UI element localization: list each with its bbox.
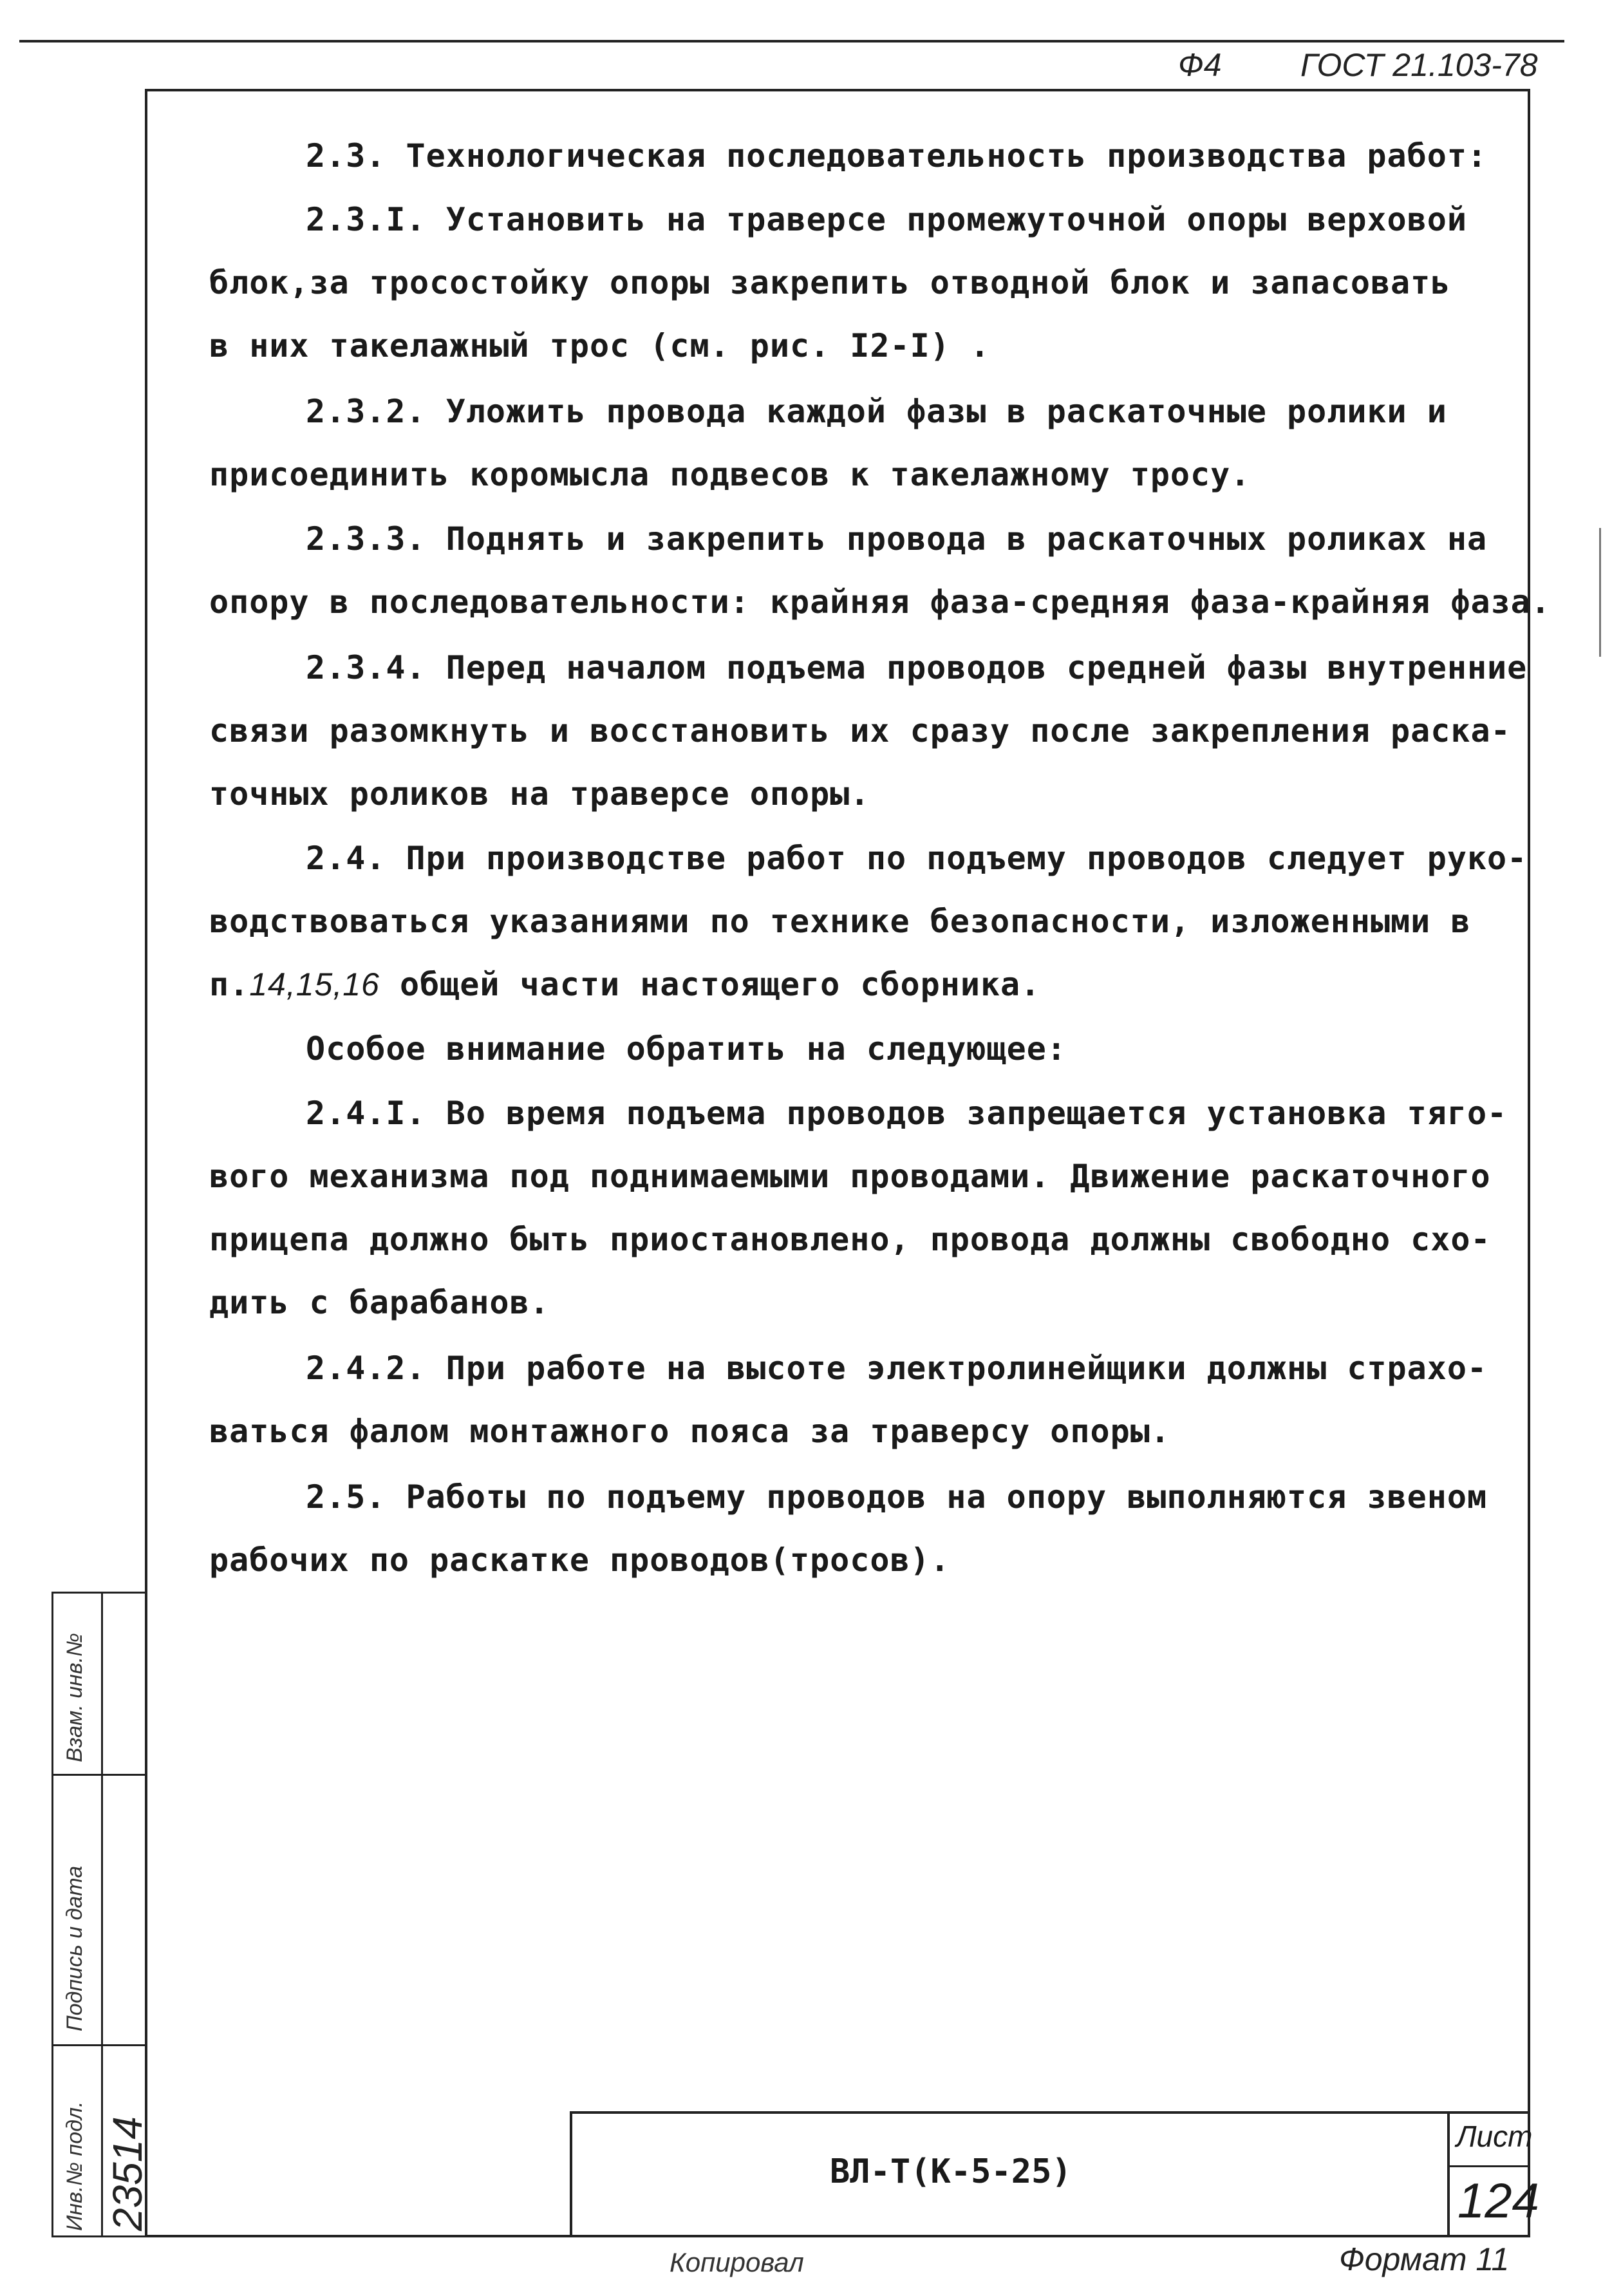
para-ref-handwritten: 14,15,16	[249, 966, 380, 1002]
sheet-label: Лист	[1456, 2120, 1533, 2153]
form-label: Ф4	[1178, 47, 1222, 83]
text-line: опору в последовательности: крайняя фаза-средняя фаза-крайняя фаза.	[209, 583, 1551, 621]
top-rule	[19, 40, 1564, 42]
text-line: 2.3. Технологическая последовательность производства работ:	[306, 137, 1488, 174]
text-line: 2.4.I. Во время подъема проводов запрещается установка тяго-	[306, 1095, 1508, 1132]
sheet-divider	[1450, 2165, 1530, 2167]
sheet-cell	[1447, 2114, 1539, 2237]
text-line: 2.4. При производстве работ по подъему проводов следует руко-	[306, 840, 1528, 877]
text-line: блок,за тросостойку опоры закрепить отводной блок и запасовать	[209, 264, 1451, 301]
text-line: 2.3.4. Перед началом подъема проводов средней фазы внутренние	[306, 649, 1528, 686]
gost-label: ГОСТ 21.103-78	[1300, 47, 1538, 83]
vzam-label: Взам. инв.№	[62, 1633, 87, 1762]
text-line: ваться фалом монтажного пояса за траверсу опоры.	[209, 1413, 1170, 1450]
text-line: 2.3.3. Поднять и закрепить провода в раскаточных роликах на	[306, 520, 1488, 558]
para-ref-prefix: п.	[209, 966, 250, 1003]
side-stamp-divider	[53, 2044, 145, 2046]
text-line: присоединить коромысла подвесов к такелажному тросу.	[209, 456, 1251, 493]
text-line-ref	[209, 966, 1040, 1003]
side-stamp	[52, 1592, 151, 2237]
text-line: точных роликов на траверсе опоры.	[209, 775, 870, 813]
copied-label: Копировал	[670, 2247, 804, 2277]
margin-mark	[1599, 528, 1601, 657]
text-line: дить с барабанов.	[209, 1284, 550, 1321]
text-line: рабочих по раскатке проводов(тросов).	[209, 1541, 950, 1579]
inv-number: 23514	[104, 2116, 151, 2231]
text-line: 2.3.I. Установить на траверсе промежуточной опоры верховой	[306, 201, 1467, 238]
para-ref-tail: общей части настоящего сборника.	[399, 966, 1041, 1003]
format-label: Формат 11	[1339, 2241, 1510, 2277]
title-block	[570, 2111, 1539, 2237]
sheet-number: 124	[1457, 2174, 1539, 2228]
inv-label: Инв.№ подл.	[62, 2101, 87, 2231]
side-stamp-divider	[53, 1774, 145, 1776]
text-line: 2.5. Работы по подъему проводов на опору выполняются звеном	[306, 1478, 1488, 1516]
text-line: Особое внимание обратить на следующее:	[306, 1030, 1067, 1068]
text-line: 2.3.2. Уложить провода каждой фазы в раскаточные ролики и	[306, 393, 1447, 430]
text-line: 2.4.2. При работе на высоте электролинейщики должны страхо-	[306, 1350, 1488, 1387]
text-line: водствоваться указаниями по технике безопасности, изложенными в	[209, 903, 1471, 940]
text-line: в них такелажный трос (см. рис. I2-I) .	[209, 327, 990, 364]
document-code: ВЛ-Т(К-5-25)	[830, 2152, 1072, 2191]
text-line: прицепа должно быть приостановлено, провода должны свободно схо-	[209, 1221, 1491, 1258]
text-line: связи разомкнуть и восстановить их сразу после закрепления раска-	[209, 712, 1511, 749]
text-line: вого механизма под поднимаемыми проводами. Движение раскаточного	[209, 1158, 1491, 1195]
sign-label: Подпись и дата	[62, 1865, 87, 2031]
